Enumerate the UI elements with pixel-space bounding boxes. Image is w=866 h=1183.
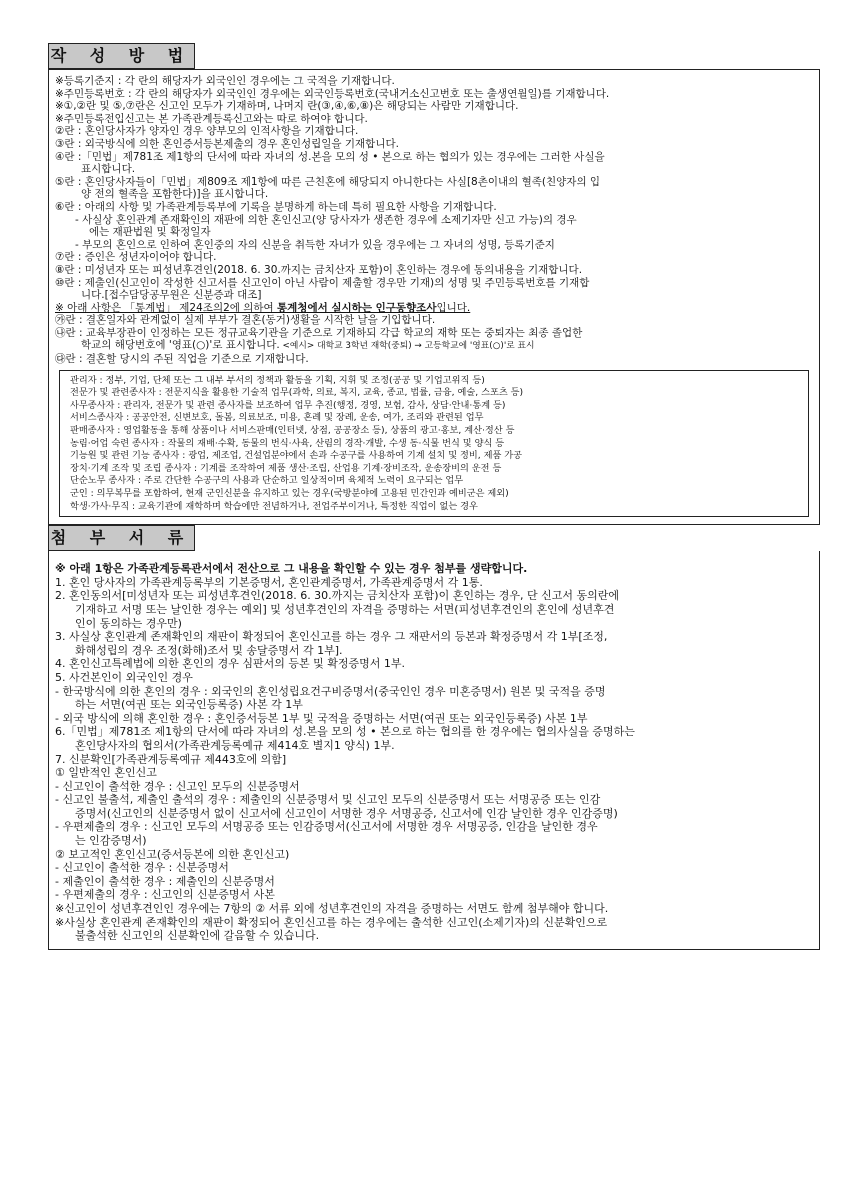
occupation-item: 서비스종사자 : 공공안전, 신변보호, 돌봄, 의료보조, 미용, 혼례 및 장례, 운송, 여가, 조리와 관련된 업무 <box>70 412 484 424</box>
instruction-line: ㉯란 : 교육부장관이 인정하는 모든 정규교육기관을 기준으로 기재하되 각급 학교의 재학 또는 중퇴자는 최종 졸업한 <box>55 326 583 339</box>
attachments-note: ※ 아래 1항은 가족관계등록관서에서 전산으로 그 내용을 확인할 수 있는 경우 첨부를 생략합니다. <box>55 562 528 576</box>
instruction-line: 에는 재판법원 및 확정일자 <box>89 226 211 239</box>
instruction-line: ④란 :「민법」제781조 제1항의 단서에 따라 자녀의 성.본을 모의 성 • 본으로 하는 협의가 있는 경우에는 그러한 사실을 <box>55 150 605 163</box>
occupation-item: 학생·가사·무직 : 교육기관에 재학하며 학습에만 전념하거나, 전업주부이거나, 특정한 직업이 없는 경우 <box>70 500 478 512</box>
instructions-section <box>48 69 820 525</box>
occupation-item: 단순노무 종사자 : 주로 간단한 수공구의 사용과 단순하고 일상적이며 육체적 노력이 요구되는 업무 <box>70 475 464 487</box>
attachments-section <box>48 551 820 950</box>
statistics-suffix: 입니다. <box>436 301 471 314</box>
instruction-line: ㉰란 : 결혼할 당시의 주된 직업을 기준으로 기재합니다. <box>55 353 309 366</box>
attachment-line: - 제출인이 출석한 경우 : 제출인의 신분증명서 <box>55 874 275 888</box>
instruction-line: ②란 : 혼인당사자가 양자인 경우 양부모의 인적사항을 기재합니다. <box>55 125 359 138</box>
occupation-box <box>59 370 809 518</box>
instruction-line: - 부모의 혼인으로 인하여 혼인중의 자의 신분을 취득한 자녀가 있을 경우에는 그 자녀의 성명, 등록기준지 <box>75 238 555 251</box>
attachment-line: - 신고인이 출석한 경우 : 신분증명서 <box>55 861 229 875</box>
attachment-line: - 외국 방식에 의해 혼인한 경우 : 혼인증서등본 1부 및 국적을 증명하는 서면(여권 또는 외국인등록증) 사본 1부 <box>55 711 588 725</box>
instruction-line: ※주민등록전입신고는 본 가족관계등록신고와는 따로 하여야 합니다. <box>55 112 368 125</box>
instruction-line <box>55 339 813 353</box>
instruction-line: ⑩란 : 제출인(신고인이 작성한 신고서를 신고인이 아닌 사람이 제출할 경우만 기재)의 성명 및 주민등록번호를 기재합 <box>55 276 590 289</box>
instruction-text: 학교의 해당번호에 '영표(○)'로 표시합니다. <box>81 339 280 352</box>
attachment-line: 하는 서면(여권 또는 외국인등록증) 사본 각 1부 <box>75 698 303 712</box>
attachment-line: - 신고인 불출석, 제출인 출석의 경우 : 제출인의 신분증명서 및 신고인 모두의 신분증명서 또는 서명공증 또는 인감 <box>55 793 601 807</box>
instruction-line: ⑧란 : 미성년자 또는 피성년후견인(2018. 6. 30.까지는 금치산자 포함)이 혼인하는 경우에 동의내용을 기재합니다. <box>55 263 583 276</box>
occupation-item: 군인 : 의무복무를 포함하여, 현재 군인신분을 유지하고 있는 경우(국방분야에 고용된 민간인과 예비군은 제외) <box>70 488 509 499</box>
attachment-line: 는 인감증명서) <box>75 834 147 848</box>
attachment-line: 혼인당사자의 협의서(가족관계등록예규 제414호 별지1 양식) 1부. <box>75 738 395 752</box>
attachment-line: 증명서(신고인의 신분증명서 없이 신고서에 신고인이 서명한 경우 서명공증, 신고서에 인감 날인한 경우 인감증명) <box>75 806 618 820</box>
occupation-item: 판매종사자 : 영업활동을 통해 상품이나 서비스판매(인터넷, 상점, 공공장소 등), 상품의 광고·홍보, 계산·정산 등 <box>70 425 515 437</box>
attachment-line: 3. 사실상 혼인관계 존재확인의 재판이 확정되어 혼인신고를 하는 경우 그 재판서의 등본과 확정증명서 각 1부[조정, <box>55 630 608 644</box>
attachment-line: - 신고인이 출석한 경우 : 신고인 모두의 신분증명서 <box>55 779 300 793</box>
document-page <box>48 43 820 950</box>
instruction-line: ③란 : 외국방식에 의한 혼인증서등본제출의 경우 혼인성립일을 기재합니다. <box>55 137 399 150</box>
occupation-item: 관리자 : 정부, 기업, 단체 또는 그 내부 부서의 정책과 활동을 기획, 지휘 및 조정(공공 및 기업고위직 등) <box>70 374 485 386</box>
instruction-line: 니다.[접수담당공무원은 신분증과 대조] <box>81 289 262 302</box>
statistics-bold: 통계청에서 실시하는 인구동향조사 <box>277 301 437 314</box>
instruction-line: - 사실상 혼인관계 존재확인의 재판에 의한 혼인신고(양 당사자가 생존한 경우에 소제기자만 신고 가능)의 경우 <box>75 213 577 226</box>
attachment-line: 6.「민법」제781조 제1항의 단서에 따라 자녀의 성.본을 모의 성 • 본으로 하는 협의를 한 경우에는 협의사실을 증명하는 <box>55 725 635 739</box>
section-title-instructions: 작 성 방 법 <box>48 43 195 69</box>
instruction-line: ※①,②란 및 ⑤,⑦란은 신고인 모두가 기재하며, 나머지 란(③,④,⑥,⑧)은 해당되는 사람만 기재합니다. <box>55 100 519 113</box>
occupation-item: 사무종사자 : 관리자, 전문가 및 관련 종사자를 보조하여 업무 추진(행정, 경영, 보험, 감사, 상담·안내·통계 등) <box>70 399 506 411</box>
attachment-line: - 우편제출의 경우 : 신고인의 신분증명서 사본 <box>55 888 275 902</box>
instruction-line: ⑦란 : 증인은 성년자이어야 합니다. <box>55 251 217 264</box>
instruction-line: ※등록기준지 : 각 란의 해당자가 외국인인 경우에는 그 국적을 기재합니다. <box>55 75 395 87</box>
attachment-line: 기재하고 서명 또는 날인한 경우는 예외] 및 성년후견인의 자격을 증명하는 서면(피성년후견인의 혼인에 성년후견 <box>75 602 615 616</box>
attachment-line: 인이 동의하는 경우만) <box>75 616 182 630</box>
occupation-item: 전문가 및 관련종사자 : 전문지식을 활용한 기술적 업무(과학, 의료, 복지, 교육, 종교, 법률, 금융, 예술, 스포츠 등) <box>70 387 524 399</box>
instruction-line: ㉮란 : 결혼일자와 관계없이 실제 부부가 결혼(동거)생활을 시작한 날을 기입합니다. <box>55 314 436 327</box>
instruction-line: ※주민등록번호 : 각 란의 해당자가 외국인인 경우에는 외국인등록번호(국내거소신고번호 또는 출생연월일)를 기재합니다. <box>55 87 610 100</box>
attachment-line: ② 보고적인 혼인신고(증서등본에 의한 혼인신고) <box>55 847 290 861</box>
attachment-line: ① 일반적인 혼인신고 <box>55 766 157 780</box>
attachment-line: - 우편제출의 경우 : 신고인 모두의 서명공증 또는 인감증명서(신고서에 서명한 경우 서명공증, 인감을 날인한 경우 <box>55 820 598 834</box>
instruction-line: 표시합니다. <box>81 163 136 176</box>
instruction-line: 양 전의 혈족을 포함한다)]을 표시합니다. <box>81 188 269 201</box>
attachment-line: 1. 혼인 당사자의 가족관계등록부의 기본증명서, 혼인관계증명서, 가족관계증명서 각 1통. <box>55 575 483 589</box>
attachment-line: - 한국방식에 의한 혼인의 경우 : 외국인의 혼인성립요건구비증명서(중국인인 경우 미혼증명서) 원본 및 국적을 증명 <box>55 684 606 698</box>
attachment-line: 2. 혼인동의서[미성년자 또는 피성년후견인(2018. 6. 30.까지는 금치산자 포함)이 혼인하는 경우, 단 신고서 동의란에 <box>55 589 619 603</box>
instruction-line: ⑤란 : 혼인당사자들이「민법」제809조 제1항에 따른 근친혼에 해당되지 아니한다는 사실[8촌이내의 혈족(친양자의 입 <box>55 175 601 188</box>
occupation-item: 기능원 및 관련 기능 종사자 : 광업, 제조업, 건설업분야에서 손과 수공구를 사용하여 기계 설치 및 정비, 제품 가공 <box>70 450 523 462</box>
example-text: <예시> 대학교 3학년 재학(중퇴) → 고등학교에 '영표(○)'로 표시 <box>279 341 535 352</box>
statistics-notice <box>55 302 813 315</box>
attachment-line: 5. 사건본인이 외국인인 경우 <box>55 670 193 684</box>
section-title-attachments: 첨 부 서 류 <box>48 525 195 551</box>
instruction-line: ⑥란 : 아래의 사항 및 가족관계등록부에 기록을 분명하게 하는데 특히 필요한 사항을 기재합니다. <box>55 200 497 213</box>
attachment-line: 7. 신분확인[가족관계등록예규 제443호에 의함] <box>55 752 287 766</box>
occupation-item: 농림·어업 숙련 종사자 : 작물의 재배·수확, 동물의 번식·사육, 산림의 경작·개발, 수생 동·식물 번식 및 양식 등 <box>70 437 505 449</box>
attachment-line: 4. 혼인신고특례법에 의한 혼인의 경우 심판서의 등본 및 확정증명서 1부. <box>55 657 405 671</box>
attachment-line: 불출석한 신고인의 신분확인에 갈음할 수 있습니다. <box>75 929 320 943</box>
attachment-line: ※신고인이 성년후견인인 경우에는 7항의 ② 서류 외에 성년후견인의 자격을 증명하는 서면도 함께 첨부해야 합니다. <box>55 902 609 916</box>
attachment-line: ※사실상 혼인관계 존재확인의 재판이 확정되어 혼인신고를 하는 경우에는 출석한 신고인(소제기자)의 신분확인으로 <box>55 915 608 929</box>
attachment-line: 화해성립의 경우 조정(화해)조서 및 송달증명서 각 1부]. <box>75 643 343 657</box>
statistics-prefix: ※ 아래 사항은 「통계법」 제24조의2에 의하여 <box>55 301 278 314</box>
occupation-item: 장치·기계 조작 및 조립 종사자 : 기계를 조작하여 제품 생산·조립, 산업용 기계·장비조작, 운송장비의 운전 등 <box>70 462 502 474</box>
